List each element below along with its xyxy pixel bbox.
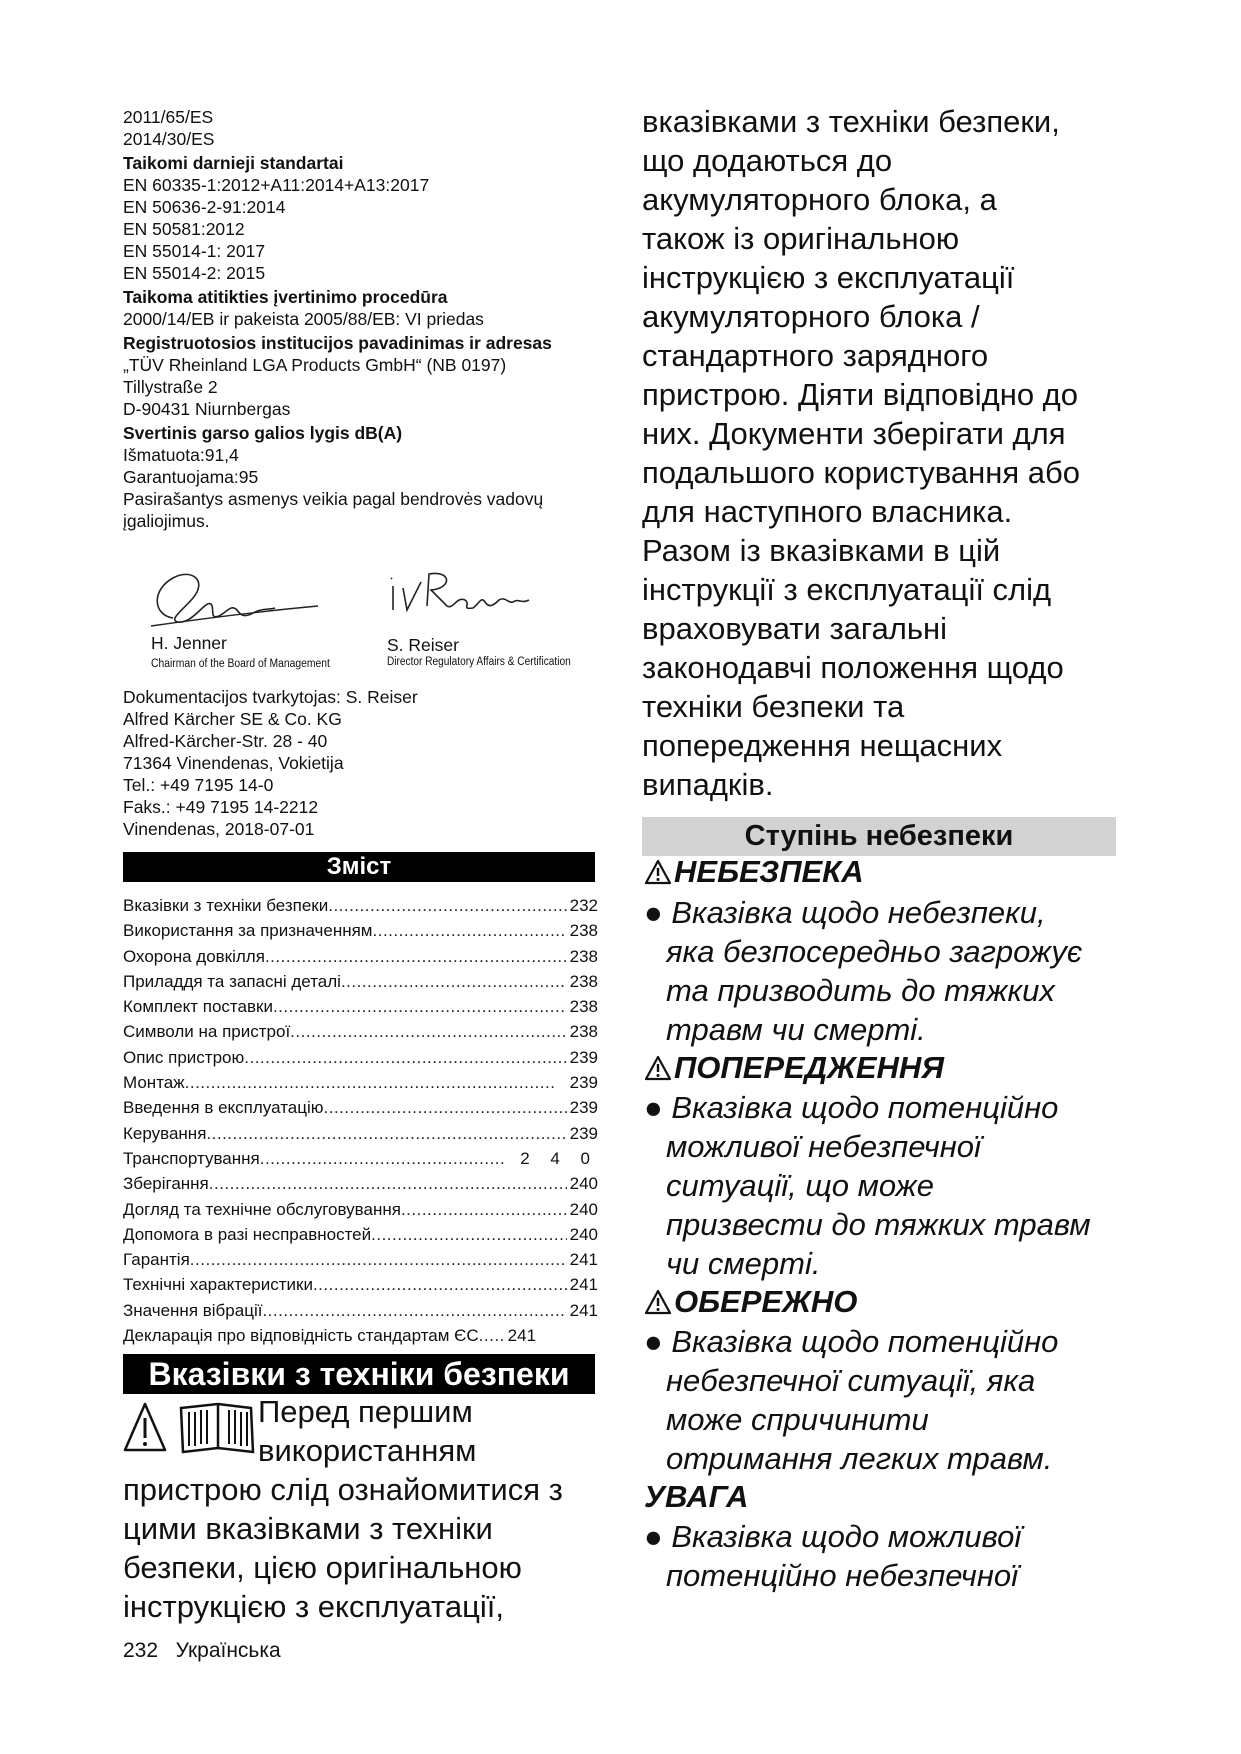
text-line: яка безпосередньо загрожує — [666, 934, 1083, 969]
toc-item-label: Технічні характеристики — [123, 1275, 313, 1295]
text-line: потенційно небезпечної — [666, 1558, 1019, 1593]
toc-item-page: 2 4 0 — [520, 1148, 598, 1168]
toc-item[interactable] — [123, 1222, 598, 1247]
text-line: інструкції з експлуатації слід — [642, 572, 1052, 607]
doc-line: Dokumentacijos tvarkytojas: S. Reiser — [123, 687, 418, 707]
safety-intro-line: цими вказівками з техніки — [123, 1511, 493, 1546]
sound-heading: Svertinis garso galios lygis dB(A) — [123, 423, 403, 443]
text-line: враховувати загальні — [642, 611, 948, 646]
standard-line: EN 60335-1:2012+A11:2014+A13:2017 — [123, 175, 430, 195]
safety-intro-line: інструкцією з експлуатації, — [123, 1589, 505, 1624]
hazard-level-title — [644, 1049, 944, 1087]
doc-line: 71364 Vinendenas, Vokietija — [123, 753, 344, 773]
toc-item-label: Приладдя та запасні деталі — [123, 971, 341, 991]
hazard-level-description: ● Вказівка щодо потенційно можливої небезпечної ситуації, що може призвести до тяжких травм чи смерті. — [644, 1088, 1134, 1283]
hazard-level-label: ПОПЕРЕДЖЕННЯ — [674, 1050, 944, 1085]
toc-item[interactable] — [123, 893, 598, 918]
safety-icons — [123, 1398, 258, 1458]
procedure-text: 2000/14/EB ir pakeista 2005/88/EB: VI priedas — [123, 309, 484, 329]
hazard-level-label: УВАГА — [644, 1479, 749, 1514]
toc-item[interactable] — [123, 994, 598, 1019]
toc-item-page: 239 — [569, 1123, 598, 1143]
doc-line: Alfred Kärcher SE & Co. KG — [123, 709, 342, 729]
warning-triangle-icon — [644, 1055, 672, 1081]
signer-title: Director Regulatory Affairs & Certification — [387, 656, 571, 668]
standard-line: EN 50581:2012 — [123, 219, 245, 239]
safety-intro-line: Перед першим — [258, 1394, 473, 1429]
registry-heading: Registruotosios institucijos pavadinimas ir adresas — [123, 333, 552, 353]
text-line: акумуляторного блока / — [642, 299, 980, 334]
text-line: можливої небезпечної — [666, 1129, 981, 1164]
text-line: Разом із вказівками в цій — [642, 533, 1001, 568]
toc-item-label: Вказівки з техніки безпеки — [123, 896, 329, 915]
toc-item-page: 239 — [569, 1073, 598, 1093]
warning-triangle-icon — [125, 1404, 165, 1450]
toc-item-label: Значення вібрації — [123, 1300, 263, 1320]
text-line: небезпечної ситуації, яка — [666, 1363, 1036, 1398]
toc-item-page: 241 — [569, 1275, 598, 1295]
toc-item-label: Гарантія — [123, 1250, 190, 1270]
standard-line: EN 55014-2: 2015 — [123, 263, 266, 283]
toc-item-label: Догляд та технічне обслуговування — [123, 1199, 401, 1219]
standard-line: EN 50636-2-91:2014 — [123, 197, 286, 217]
toc-item-page: 239 — [569, 1098, 598, 1118]
toc-item-label: Монтаж — [123, 1073, 185, 1093]
toc-item-page: 241 — [507, 1326, 537, 1346]
signatures — [123, 560, 595, 678]
text-line: травм чи смерті. — [666, 1012, 926, 1047]
toc-item-page: 238 — [569, 921, 598, 941]
signer-title: Chairman of the Board of Management — [151, 658, 330, 670]
toc-item[interactable] — [123, 969, 598, 994]
doc-line: Tel.: +49 7195 14-0 — [123, 775, 274, 795]
text-line: Вказівка щодо потенційно — [671, 1090, 1059, 1125]
sound-line: Išmatuota:91,4 — [123, 445, 239, 465]
warning-triangle-icon — [644, 859, 672, 885]
text-line: чи смерті. — [666, 1246, 821, 1281]
text-line: ситуації, що може — [666, 1168, 934, 1203]
signer-name: S. Reiser — [387, 635, 459, 655]
toc-item[interactable] — [123, 1298, 598, 1323]
hazard-level-description: ● Вказівка щодо небезпеки, яка безпосередньо загрожує та призводить до тяжких травм чи смерті. — [644, 893, 1134, 1049]
language-label: Українська — [175, 1639, 281, 1662]
hazard-level-description: ● Вказівка щодо потенційно небезпечної ситуації, яка може спричинити отримання легких травм. — [644, 1322, 1134, 1478]
registry-line: Tillystraße 2 — [123, 377, 218, 397]
sound-line: Garantuojama:95 — [123, 467, 259, 487]
safety-intro — [123, 1470, 603, 1626]
procedure-heading: Taikoma atitikties įvertinimo procedūra — [123, 287, 448, 307]
safety-intro-line: використанням — [258, 1433, 477, 1468]
warning-triangle-icon — [644, 1289, 672, 1315]
text-line: подальшого користування або — [642, 455, 1080, 490]
text-line: техніки безпеки та — [642, 689, 905, 724]
text-line: отримання легких травм. — [666, 1441, 1053, 1476]
text-line: стандартного зарядного — [642, 338, 989, 373]
toc-item[interactable] — [123, 1323, 598, 1348]
table-of-contents — [123, 893, 598, 1348]
toc-item-label: Охорона довкілля — [123, 946, 265, 966]
toc-item-label: Декларація про відповідність стандартам ЄС — [123, 1326, 479, 1346]
toc-item-page: 232 — [569, 896, 598, 915]
toc-item[interactable] — [123, 1146, 598, 1171]
toc-item[interactable] — [123, 944, 598, 969]
hazard-levels-heading: Ступінь небезпеки — [642, 817, 1116, 856]
toc-item-page: 241 — [569, 1300, 598, 1320]
toc-item-label: Символи на пристрої — [123, 1022, 291, 1042]
doc-line: Faks.: +49 7195 14-2212 — [123, 797, 319, 817]
doc-line: Vinendenas, 2018-07-01 — [123, 819, 315, 839]
declaration-block — [123, 106, 595, 532]
safety-intro-right — [258, 1392, 588, 1470]
safety-heading: Вказівки з техніки безпеки — [123, 1354, 595, 1394]
signer-name: H. Jenner — [151, 633, 227, 653]
hazard-level-title — [644, 1283, 857, 1321]
directive-line: 2014/30/ES — [123, 129, 215, 149]
text-line: законодавчі положення щодо — [642, 650, 1064, 685]
text-line: що додаються до — [642, 143, 893, 178]
registry-line: D-90431 Niurnbergas — [123, 399, 291, 419]
registry-line: „TÜV Rheinland LGA Products GmbH“ (NB 0197) — [123, 355, 507, 375]
documentation-block — [123, 686, 595, 840]
hazard-level-title — [644, 853, 864, 891]
hazard-level-title — [644, 1478, 748, 1516]
toc-item-page: 239 — [569, 1047, 598, 1067]
toc-item-label: Допомога в разі несправностей — [123, 1224, 372, 1244]
toc-item-page: 240 — [569, 1174, 598, 1194]
toc-item[interactable] — [123, 1095, 598, 1120]
sound-line: Pasirašantys asmenys veikia pagal bendrovės vadovų įgaliojimus. — [123, 489, 544, 531]
safety-continued-text — [642, 102, 1132, 804]
hazard-level-description: ● Вказівка щодо можливої потенційно небезпечної — [644, 1517, 1134, 1595]
text-line: Вказівка щодо можливої — [671, 1519, 1022, 1554]
toc-item-label: Опис пристрою — [123, 1047, 245, 1067]
text-line: може спричинити — [666, 1402, 929, 1437]
toc-item-page: 241 — [569, 1250, 598, 1270]
toc-item[interactable] — [123, 1171, 598, 1196]
toc-item[interactable] — [123, 1197, 598, 1222]
text-line: Вказівка щодо потенційно — [671, 1324, 1059, 1359]
toc-item-page: 240 — [569, 1224, 598, 1244]
toc-item-page: 238 — [569, 971, 598, 991]
manual-book-icon — [181, 1404, 253, 1452]
safety-intro-line: пристрою слід ознайомитися з — [123, 1472, 563, 1507]
text-line: попередження нещасних — [642, 728, 1003, 763]
toc-item-label: Використання за призначенням — [123, 921, 373, 941]
signature-jenner-image — [133, 560, 323, 638]
toc-heading: Зміст — [123, 852, 595, 882]
toc-item[interactable] — [123, 1045, 598, 1070]
doc-line: Alfred-Kärcher-Str. 28 - 40 — [123, 731, 328, 751]
page-footer — [123, 1638, 281, 1664]
safety-intro-line: безпеки, цією оригінальною — [123, 1550, 522, 1585]
hazard-level-label: НЕБЕЗПЕКА — [674, 854, 864, 889]
toc-item-label: Транспортування — [123, 1148, 260, 1168]
signature-reiser-image — [381, 566, 571, 626]
toc-item[interactable] — [123, 1019, 598, 1044]
hazard-level-label: ОБЕРЕЖНО — [674, 1284, 858, 1319]
text-line: вказівками з техніки безпеки, — [642, 104, 1060, 139]
toc-item-label: Керування — [123, 1123, 207, 1143]
toc-item[interactable] — [123, 1070, 598, 1095]
standard-line: EN 55014-1: 2017 — [123, 241, 266, 261]
directive-line: 2011/65/ES — [123, 107, 214, 127]
toc-item[interactable] — [123, 1272, 598, 1297]
standards-heading: Taikomi darnieji standartai — [123, 153, 344, 173]
toc-item-page: 238 — [569, 997, 598, 1017]
text-line: призвести до тяжких травм — [666, 1207, 1091, 1242]
toc-item-page: 240 — [569, 1199, 598, 1219]
text-line: та призводить до тяжких — [666, 973, 1055, 1008]
text-line: для наступного власника. — [642, 494, 1013, 529]
text-line: пристрою. Діяти відповідно до — [642, 377, 1079, 412]
toc-item-page: 238 — [569, 946, 598, 966]
toc-item-label: Зберігання — [123, 1174, 209, 1194]
text-line: випадків. — [642, 767, 774, 802]
toc-item-label: Комплект поставки — [123, 997, 273, 1017]
text-line: також із оригінальною — [642, 221, 960, 256]
toc-item[interactable] — [123, 1247, 598, 1272]
toc-item-page: 238 — [569, 1022, 598, 1042]
toc-item[interactable] — [123, 918, 598, 943]
text-line: акумуляторного блока, а — [642, 182, 997, 217]
page-number: 232 — [123, 1639, 159, 1662]
text-line: Вказівка щодо небезпеки, — [671, 895, 1046, 930]
toc-item[interactable] — [123, 1121, 598, 1146]
toc-item-label: Введення в експлуатацію — [123, 1098, 324, 1118]
text-line: інструкцією з експлуатації — [642, 260, 1015, 295]
text-line: них. Документи зберігати для — [642, 416, 1066, 451]
